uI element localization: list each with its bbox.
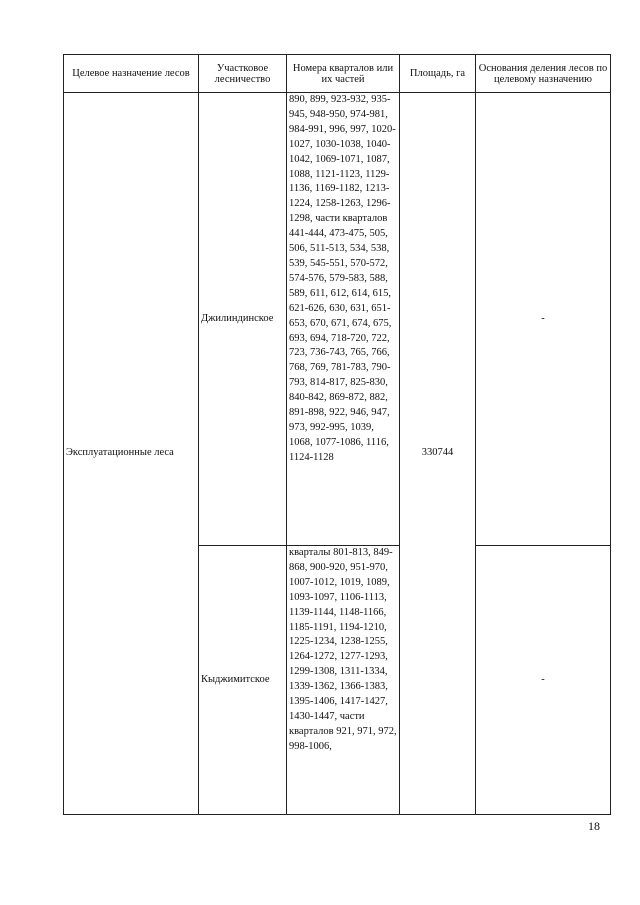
table-row: [64, 93, 611, 546]
district-cell: Кыджимитское: [199, 546, 287, 815]
page-number: 18: [588, 819, 600, 833]
district-cell: Джилиндинское: [199, 93, 287, 546]
purpose-cell: Эксплуатационные леса: [64, 93, 199, 815]
table-header-row: [64, 55, 611, 93]
header-district: Участковое лесничество: [199, 55, 287, 93]
quarters-cell: кварталы 801-813, 849-868, 900-920, 951-970, 1007-1012, 1019, 1089, 1093-1097, 1106-1113, 1139-1144, 1148-1166, 1185-1191, 1194-1210, 1225-1234, 1238-1255, 1264-1272, 1277-1293, 1299-1308, 1311-1334, 1339-1362, 1366-1383, 1395-1406, 1417-1427, 1430-1447, части кварталов 921, 971, 972, 998-1006,: [287, 546, 400, 815]
area-cell: 330744: [400, 93, 476, 815]
header-quarters: Номера кварталов или их частей: [287, 55, 400, 93]
header-purpose: Целевое назначение лесов: [64, 55, 199, 93]
basis-cell: -: [476, 93, 611, 546]
forest-purpose-table: [63, 54, 611, 815]
header-basis: Основания деления лесов по целевому назначению: [476, 55, 611, 93]
header-area: Площадь, га: [400, 55, 476, 93]
quarters-cell: 890, 899, 923-932, 935-945, 948-950, 974-981, 984-991, 996, 997, 1020-1027, 1030-1038, 1040-1042, 1069-1071, 1087, 1088, 1121-1123, 1129-1136, 1169-1182, 1213-1224, 1258-1263, 1296-1298, части кварталов 441-444, 473-475, 505, 506, 511-513, 534, 538, 539, 545-551, 570-572, 574-576, 579-583, 588, 589, 611, 612, 614, 615, 621-626, 630, 631, 651-653, 670, 671, 674, 675, 693, 694, 718-720, 722, 723, 736-743, 765, 766, 768, 769, 781-783, 790-793, 814-817, 825-830, 840-842, 869-872, 882, 891-898, 922, 946, 947, 973, 992-995, 1039, 1068, 1077-1086, 1116, 1124-1128: [287, 93, 400, 546]
basis-cell: -: [476, 546, 611, 815]
